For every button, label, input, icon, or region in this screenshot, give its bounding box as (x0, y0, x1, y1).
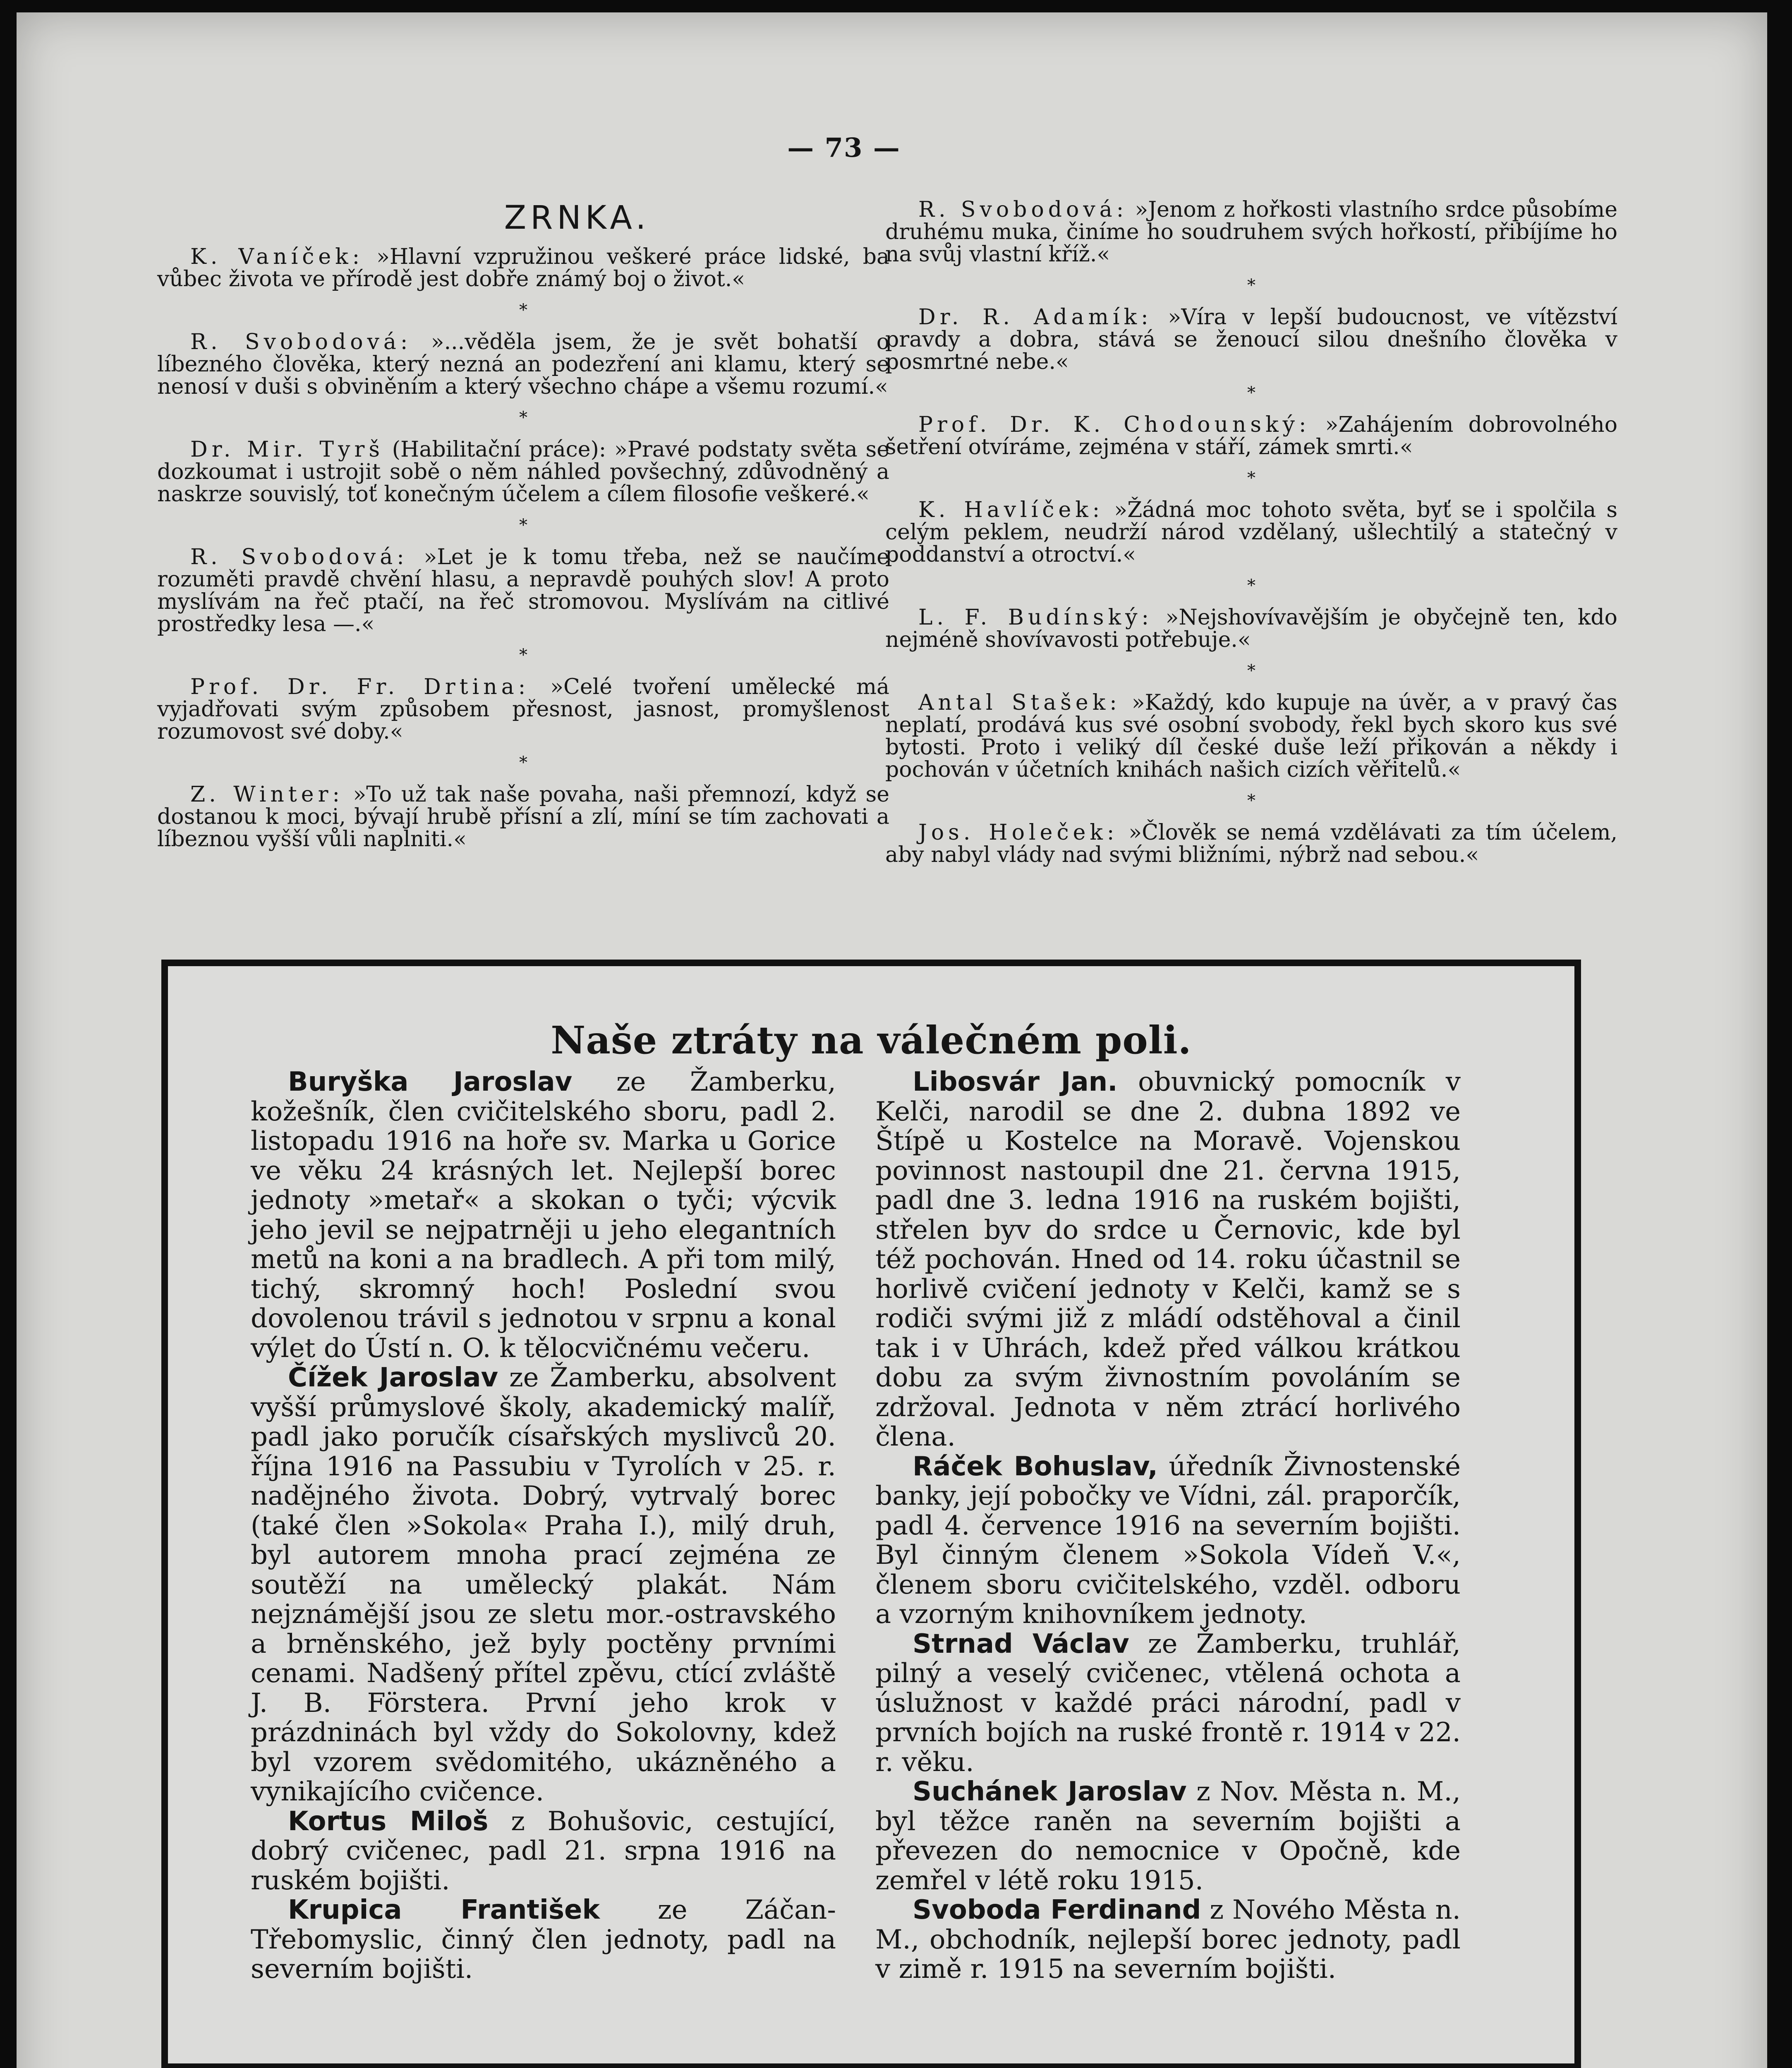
fallen-name: Suchánek Jaroslav (913, 1776, 1187, 1807)
zrnka-title: ZRNKA. (504, 199, 650, 237)
zrnka-quote (157, 783, 889, 850)
separator-asterisk: * (519, 301, 527, 320)
quote-author: Prof. Dr. K. Chodounský: (918, 412, 1310, 437)
separator-asterisk: * (1247, 576, 1255, 595)
quote-text: »Nejshovívavějším je obyčejně ten, kdo nejméně shovívavosti potřebuje.« (885, 605, 1617, 652)
separator-asterisk: * (519, 516, 527, 535)
quote-author: K. Havlíček: (918, 498, 1104, 522)
zrnka-right-column (885, 199, 1617, 882)
separator-asterisk: * (1247, 276, 1255, 295)
obituary-text: z Bohušovic, cestující, dobrý cvičenec, padl 21. srpna 1916 na ruském bojišti. (251, 1806, 836, 1896)
zrnka-left-quotes (157, 246, 889, 850)
obituary-text: ze Žamberku, kožešník, člen cvičitelského sboru, padl 2. listopadu 1916 na hoře sv. Marka u Gorice ve věku 24 krásných let. Nejlepší borec jednoty »metař« a skokan o tyči; výcvik jeho jevil se nejpatrněji u jeho elegantních metů na koni a na bradlech. A při tom milý, tichý, skromný hoch! Poslední svou dovolenou trávil s jednotou v srpnu a konal výlet do Ústí n. O. k tělocvičnému večeru. (251, 1067, 836, 1364)
obituary-entry (875, 1068, 1461, 1452)
separator-asterisk: * (1247, 661, 1255, 680)
separator-asterisk: * (519, 753, 527, 772)
zrnka-quote (157, 438, 889, 505)
zrnka-left-column (157, 199, 889, 866)
obituary-entry (875, 1452, 1461, 1630)
quote-text: »Hlavní vzpružinou veškeré práce lidské, ba vůbec života ve přírodě jest dobře známý boj o život.« (157, 244, 889, 292)
zrnka-quote (885, 692, 1617, 781)
zrnka-quote (157, 546, 889, 635)
separator-asterisk: * (1247, 791, 1255, 810)
obituary-entry (251, 1807, 836, 1896)
quote-text: »Let je k tomu třeba, než se naučíme rozuměti pravdě chvění hlasu, a nepravdě pouhých slov! A proto myslívám na řeč ptačí, na řeč stromovou. Myslívám na citlivé prostředky lesa —.« (157, 545, 889, 637)
fallen-name: Krupica František (288, 1895, 600, 1925)
quote-text: »...věděla jsem, že je svět bohatší o líbezného člověka, který nezná an podezření ani klamu, který se nenosí v duši s obviněním a který všechno chápe a všemu rozumí.« (157, 330, 889, 399)
zrnka-quote (157, 676, 889, 743)
quote-author: Antal Stašek: (918, 690, 1121, 715)
obituary-text: ze Žamberku, absolvent vyšší průmyslové školy, akademický malíř, padl jako poručík císařských myslivců 20. října 1916 na Passubiu v Tyrolích v 25. r. nadějného života. Dobrý, vytrvalý borec (také člen »Sokola« Praha I.), milý druh, byl autorem mnoha prací zejména ze soutěží na umělecký plakát. Nám nejznámější jsou ze sletu mor.-ostravského a brněnského, jež byly poctěny prvními cenami. Nadšený přítel zpěvu, ctící zvláště J. B. Förstera. První jeho krok v prázdninách byl vždy do Sokolovny, kdež byl vzorem svědomitého, ukázněného a vynikajícího cvičence. (251, 1362, 836, 1807)
quote-author: R. Svobodová: (190, 545, 408, 570)
obituary-entry (875, 1896, 1461, 1984)
fallen-name: Kortus Miloš (288, 1806, 489, 1837)
zrnka-quote (885, 306, 1617, 373)
quote-text: »Žádná moc tohoto světa, byť se i spolčila s celým peklem, neudrží národ vzdělaný, ušlechtilý a statečný v poddanství a otroctví.« (885, 498, 1617, 567)
quote-author: Dr. R. Adamík: (918, 305, 1152, 330)
fallen-name: Čížek Jaroslav (288, 1362, 498, 1393)
obituary-entry (251, 1363, 836, 1807)
quote-author: Prof. Dr. Fr. Drtina: (190, 675, 530, 699)
quote-author: L. F. Budínský: (918, 605, 1153, 630)
quote-author: Dr. Mir. Tyrš (190, 437, 384, 462)
quote-text: »Člověk se nemá vzdělávati za tím účelem, aby nabyl vlády nad svými bližními, nýbrž nad sebou.« (885, 820, 1617, 867)
obituary-text: ze Žamberku, truhlář, pilný a veselý cvičenec, vtělená ochota a úslužnost v každé práci národní, padl v prvních bojích na ruské frontě r. 1914 v 22. r. věku. (875, 1628, 1461, 1778)
war-losses-title: Naše ztráty na válečném poli. (551, 1018, 1192, 1063)
newspaper-page (17, 12, 1767, 2068)
separator-asterisk: * (1247, 469, 1255, 488)
zrnka-quote (885, 606, 1617, 651)
quote-text: »Jenom z hořkosti vlastního srdce působíme druhému muka, činíme ho soudruhem svých hořkostí, přibíjíme ho na svůj vlastní kříž.« (885, 197, 1617, 267)
zrnka-quote (885, 414, 1617, 458)
war-losses-left-column (251, 1068, 836, 1984)
quote-text: »Víra v lepší budoucnost, ve vítězství pravdy a dobra, stává se ženoucí silou dnešního člověka v posmrtné nebe.« (885, 305, 1617, 374)
fallen-name: Ráček Bohuslav, (913, 1451, 1158, 1482)
zrnka-quote (885, 499, 1617, 566)
separator-asterisk: * (519, 408, 527, 427)
zrnka-quote (885, 199, 1617, 266)
zrnka-quote (885, 821, 1617, 866)
separator-asterisk: * (519, 646, 527, 665)
quote-author: K. Vaníček: (190, 244, 364, 269)
fallen-name: Svoboda Ferdinand (913, 1895, 1201, 1925)
quote-text: »To už tak naše povaha, naši přemnozí, když se dostanou k moci, bývají hrubě přísní a zlí, míní se tím zachovati a líbeznou vyšší vůli naplniti.« (157, 782, 889, 852)
zrnka-quote (157, 246, 889, 290)
quote-author: R. Svobodová: (918, 197, 1128, 222)
quote-author: R. Svobodová: (190, 330, 412, 354)
zrnka-quote (157, 331, 889, 398)
obituary-entry (251, 1068, 836, 1363)
obituary-text: z Nov. Města n. M., byl těžce raněn na severním bojišti a převezen do nemocnice v Opočně, kde zemřel v létě roku 1915. (875, 1776, 1461, 1896)
fallen-name: Buryška Jaroslav (288, 1067, 573, 1097)
quote-text: »Každý, kdo kupuje na úvěr, a v pravý čas neplatí, prodává kus své osobní svobody, řekl bych skoro kus své bytosti. Proto i veliký díl české duše leží přikován a někdy i pochován v účetních knihách našich cizích věřitelů.« (885, 690, 1617, 782)
obituary-text: z Nového Města n. M., obchodník, nejlepší borec jednoty, padl v zimě r. 1915 na severním bojišti. (875, 1895, 1461, 1984)
quote-text: (Habilitační práce): »Pravé podstaty světa se dozkoumat i ustrojit sobě o něm náhled povšechný, zdůvodněný a naskrze souvislý, toť konečným účelem a cílem filosofie veškeré.« (157, 437, 889, 507)
obituary-entry (251, 1896, 836, 1984)
war-losses-right-column (875, 1068, 1461, 1984)
quote-text: »Celé tvoření umělecké má vyjadřovati svým způsobem přesnost, jasnost, promyšlenost rozumovost své doby.« (157, 675, 890, 744)
war-losses-box (161, 960, 1581, 2068)
zrnka-right-quotes (885, 199, 1617, 866)
obituary-text: ze Záčan-Třebomyslic, činný člen jednoty, padl na severním bojišti. (251, 1895, 836, 1984)
separator-asterisk: * (1247, 383, 1255, 402)
obituary-entry (875, 1630, 1461, 1778)
quote-text: »Zahájením dobrovolného šetření otvíráme, zejména v stáří, zámek smrti.« (885, 412, 1617, 460)
fallen-name: Libosvár Jan. (913, 1067, 1118, 1097)
fallen-name: Strnad Václav (913, 1628, 1129, 1659)
obituary-text: obuvnický pomocník v Kelči, narodil se dne 2. dubna 1892 ve Štípě u Kostelce na Moravě. Vojenskou povinnost nastoupil dne 21. června 1915, padl dne 3. ledna 1916 na ruském bojišti, střelen byv do srdce u Černovic, kde byl též pochován. Hned od 14. roku účastnil se horlivě cvičení jednoty v Kelči, kamž se s rodiči svými již z mládí odstěhoval a činil tak i v Uhrách, kdež před válkou krátkou dobu za svým živnostním povoláním se zdržoval. Jednota v něm ztrácí horlivého člena. (875, 1067, 1461, 1452)
obituary-entry (875, 1777, 1461, 1896)
obituary-text: úředník Živnostenské banky, její pobočky ve Vídni, zál. praporčík, padl 4. července 1916 na severním bojišti. Byl činným členem »Sokola Vídeň V.«, členem sboru cvičitelského, vzděl. odboru a vzorným knihovníkem jednoty. (875, 1451, 1461, 1630)
quote-author: Jos. Holeček: (918, 820, 1119, 845)
page-number: — 73 — (787, 132, 901, 163)
quote-author: Z. Winter: (190, 782, 344, 807)
